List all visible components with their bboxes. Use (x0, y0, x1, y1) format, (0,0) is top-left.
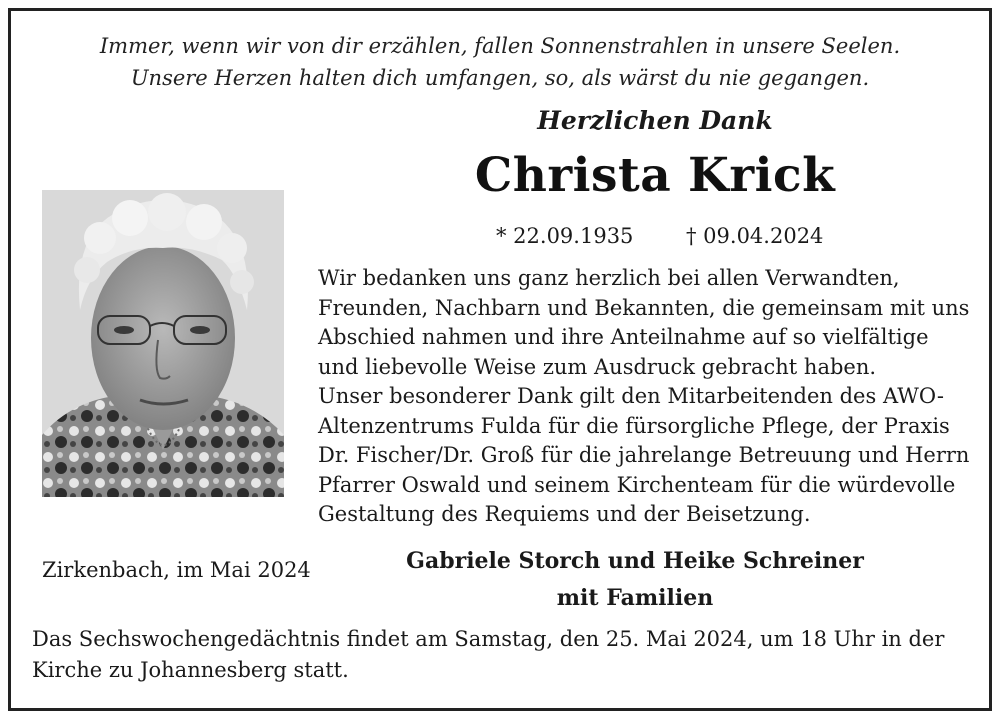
portrait-image (42, 190, 284, 497)
message-line: Altenzentrums Fulda für die fürsorgliche Pflege, der Praxis (318, 413, 950, 438)
message-line: Gestaltung des Requiems und der Beisetzung. (318, 502, 811, 526)
signers-names: Gabriele Storch und Heike Schreiner (406, 548, 864, 574)
thanks-heading: Herzlichen Dank (537, 106, 773, 135)
signers (380, 543, 890, 617)
portrait-photo (42, 190, 284, 497)
deceased-name: Christa Krick (474, 148, 836, 203)
verse-line-2: Unsere Herzen halten dich umfangen, so, als wärst du nie gegangen. (130, 66, 870, 90)
message-line: und liebevolle Weise zum Ausdruck gebracht haben. (318, 354, 877, 379)
memorial-service-note (32, 624, 982, 686)
memorial-verse (0, 30, 1000, 94)
message-line: Freunden, Nachbarn und Bekannten, die gemeinsam mit uns (318, 295, 970, 320)
footer-line-1: Das Sechswochengedächtnis findet am Samstag, den 25. Mai 2024, um 18 Uhr in der (32, 627, 945, 651)
place-and-date: Zirkenbach, im Mai 2024 (42, 558, 311, 582)
message-line: Abschied nahmen und ihre Anteilnahme auf so vielfältige (318, 325, 929, 349)
verse-line-1: Immer, wenn wir von dir erzählen, fallen Sonnenstrahlen in unsere Seelen. (99, 34, 901, 58)
message-line: Pfarrer Oswald und seinem Kirchenteam für die würdevolle (318, 472, 956, 497)
message-line: Dr. Fischer/Dr. Groß für die jahrelange Betreuung und Herrn (318, 443, 970, 467)
thanks-message (318, 264, 978, 530)
message-line: Unser besonderer Dank gilt den Mitarbeitenden des AWO- (318, 384, 944, 408)
footer-line-2: Kirche zu Johannesberg statt. (32, 658, 349, 682)
birth-date: * 22.09.1935 (496, 224, 634, 248)
signers-families: mit Familien (556, 585, 714, 611)
death-date: † 09.04.2024 (686, 224, 824, 248)
message-line: Wir bedanken uns ganz herzlich bei allen Verwandten, (318, 266, 900, 290)
